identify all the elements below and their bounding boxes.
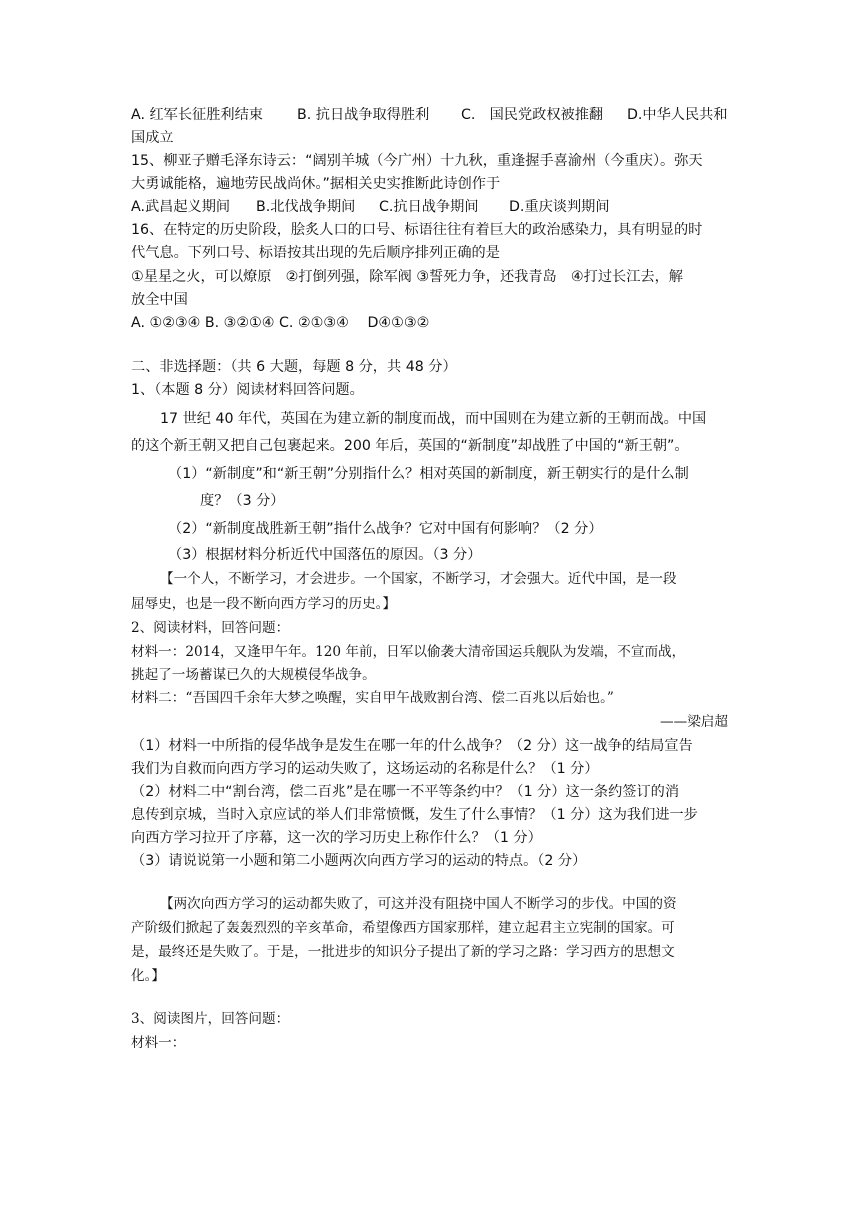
q14-option-a: A. 红军长征胜利结束 [131, 107, 263, 123]
q15-option-a: A.武昌起义期间 [131, 199, 231, 215]
q14-option-b: B. 抗日战争取得胜利 [297, 107, 430, 123]
q16-options: A. ①②③④ B. ③②①④ C. ②①③④ D④①③② [131, 315, 430, 331]
nq1-material-line: 的这个新王朝又把自己包裹起来。200 年后，英国的“新制度”却战胜了中国的“新王朝”。 [131, 438, 689, 454]
nq1-note-cont: 屈辱史，也是一段不断向西方学习的历史。】 [131, 596, 397, 612]
nq2-material-1: 材料一：2014，又逢甲午年。120 年前，日军以偷袭大清帝国运兵舰队为发端，不宣而战， [131, 644, 686, 660]
nq2-material-2: 材料二：“吾国四千余年大梦之唤醒，实自甲午战败割台湾、偿二百兆以后始也。” [131, 690, 614, 706]
nq2-note-cont: 是，最终还是失败了。于是，一批进步的知识分子提出了新的学习之路：学习西方的思想文 [131, 944, 675, 960]
q16-items-cont: 放全中国 [131, 292, 188, 308]
nq1-subquestion-1-cont: 度？（3 分） [200, 493, 285, 509]
q15-stem: 15、柳亚子赠毛泽东诗云：“阔别羊城（今广州）十九秋，重逢握手喜渝州（今重庆）。弥天 [131, 153, 703, 169]
section-heading: 二、非选择题：（共 6 大题，每题 8 分，共 48 分） [131, 359, 457, 375]
nq1-material-line: 17 世纪 40 年代，英国在为建立新的制度而战，而中国则在为建立新的王朝而战。中国 [160, 411, 707, 427]
q14-option-d: D.中华人民共和 [627, 107, 728, 123]
q15-stem-cont: 大勇诚能格，遍地劳民战尚休。”据相关史实推断此诗创作于 [131, 176, 501, 192]
nq1-note: 【一个人，不断学习，才会进步。一个国家，不断学习，才会强大。近代中国，是一段 [160, 571, 677, 587]
nq2-note-cont: 化。】 [131, 968, 165, 984]
nq2-note: 【两次向西方学习的运动都失败了，可这并没有阻挠中国人不断学习的步伐。中国的资 [160, 896, 677, 912]
q16-items: ①星星之火，可以燎原 ②打倒列强，除军阀 ③誓死力争，还我青岛 ④打过长江去，解 [131, 269, 683, 285]
nq2-note-cont: 产阶级们掀起了轰轰烈烈的辛亥革命，希望像西方国家那样，建立起君主立宪制的国家。可 [131, 920, 675, 936]
nq1-subquestion-1: （1）“新制度”和“新王朝”分别指什么？相对英国的新制度，新王朝实行的是什么制 [168, 466, 689, 482]
nq2-subquestion-1-cont: 我们为自救而向西方学习的运动失败了，这场运动的名称是什么？（1 分） [131, 761, 599, 777]
nq2-material-2-author: ——梁启超 [660, 714, 728, 730]
nq2-subquestion-2-cont: 息传到京城，当时入京应试的举人们非常愤慨，发生了什么事情？（1 分）这为我们进一步 [131, 807, 698, 823]
nq2-subquestion-3: （3）请说说第一小题和第二小题两次向西方学习的运动的特点。（2 分） [131, 853, 587, 869]
nq3-title: 3、阅读图片，回答问题： [131, 1011, 290, 1027]
q15-options [131, 197, 731, 217]
nq2-subquestion-2: （2）材料二中“割台湾，偿二百兆”是在哪一不平等条约中？（1 分）这一条约签订的消 [131, 784, 680, 800]
q16-stem: 16、在特定的历史阶段，脍炙人口的口号、标语往往有着巨大的政治感染力，具有明显的时 [131, 222, 703, 238]
nq2-subquestion-2-cont: 向西方学习拉开了序幕，这一次的学习历史上称作什么？（1 分） [131, 830, 542, 846]
q14-option-d-cont: 国成立 [131, 130, 174, 146]
nq1-subquestion-2: （2）“新制度战胜新王朝”指什么战争？它对中国有何影响？（2 分） [168, 521, 603, 537]
q15-option-d: D.重庆谈判期间 [509, 199, 610, 215]
nq1-subquestion-3: （3）根据材料分析近代中国落伍的原因。（3 分） [168, 547, 482, 563]
q15-option-b: B.北伐战争期间 [256, 199, 356, 215]
q14-options [131, 105, 731, 125]
nq2-material-1-cont: 挑起了一场蓄谋已久的大规模侵华战争。 [131, 667, 376, 683]
nq2-title: 2、阅读材料，回答问题： [131, 620, 290, 636]
nq2-subquestion-1: （1）材料一中所指的侵华战争是发生在哪一年的什么战争？（2 分）这一战争的结局宣告 [131, 738, 693, 754]
q15-option-c: C.抗日战争期间 [379, 199, 479, 215]
q14-option-c: C. 国民党政权被推翻 [461, 107, 604, 123]
q16-stem-cont: 代气息。下列口号、标语按其出现的先后顺序排列正确的是 [131, 245, 500, 261]
nq1-title: 1、（本题 8 分）阅读材料回答问题。 [131, 382, 364, 398]
nq3-material-1: 材料一： [131, 1035, 186, 1051]
